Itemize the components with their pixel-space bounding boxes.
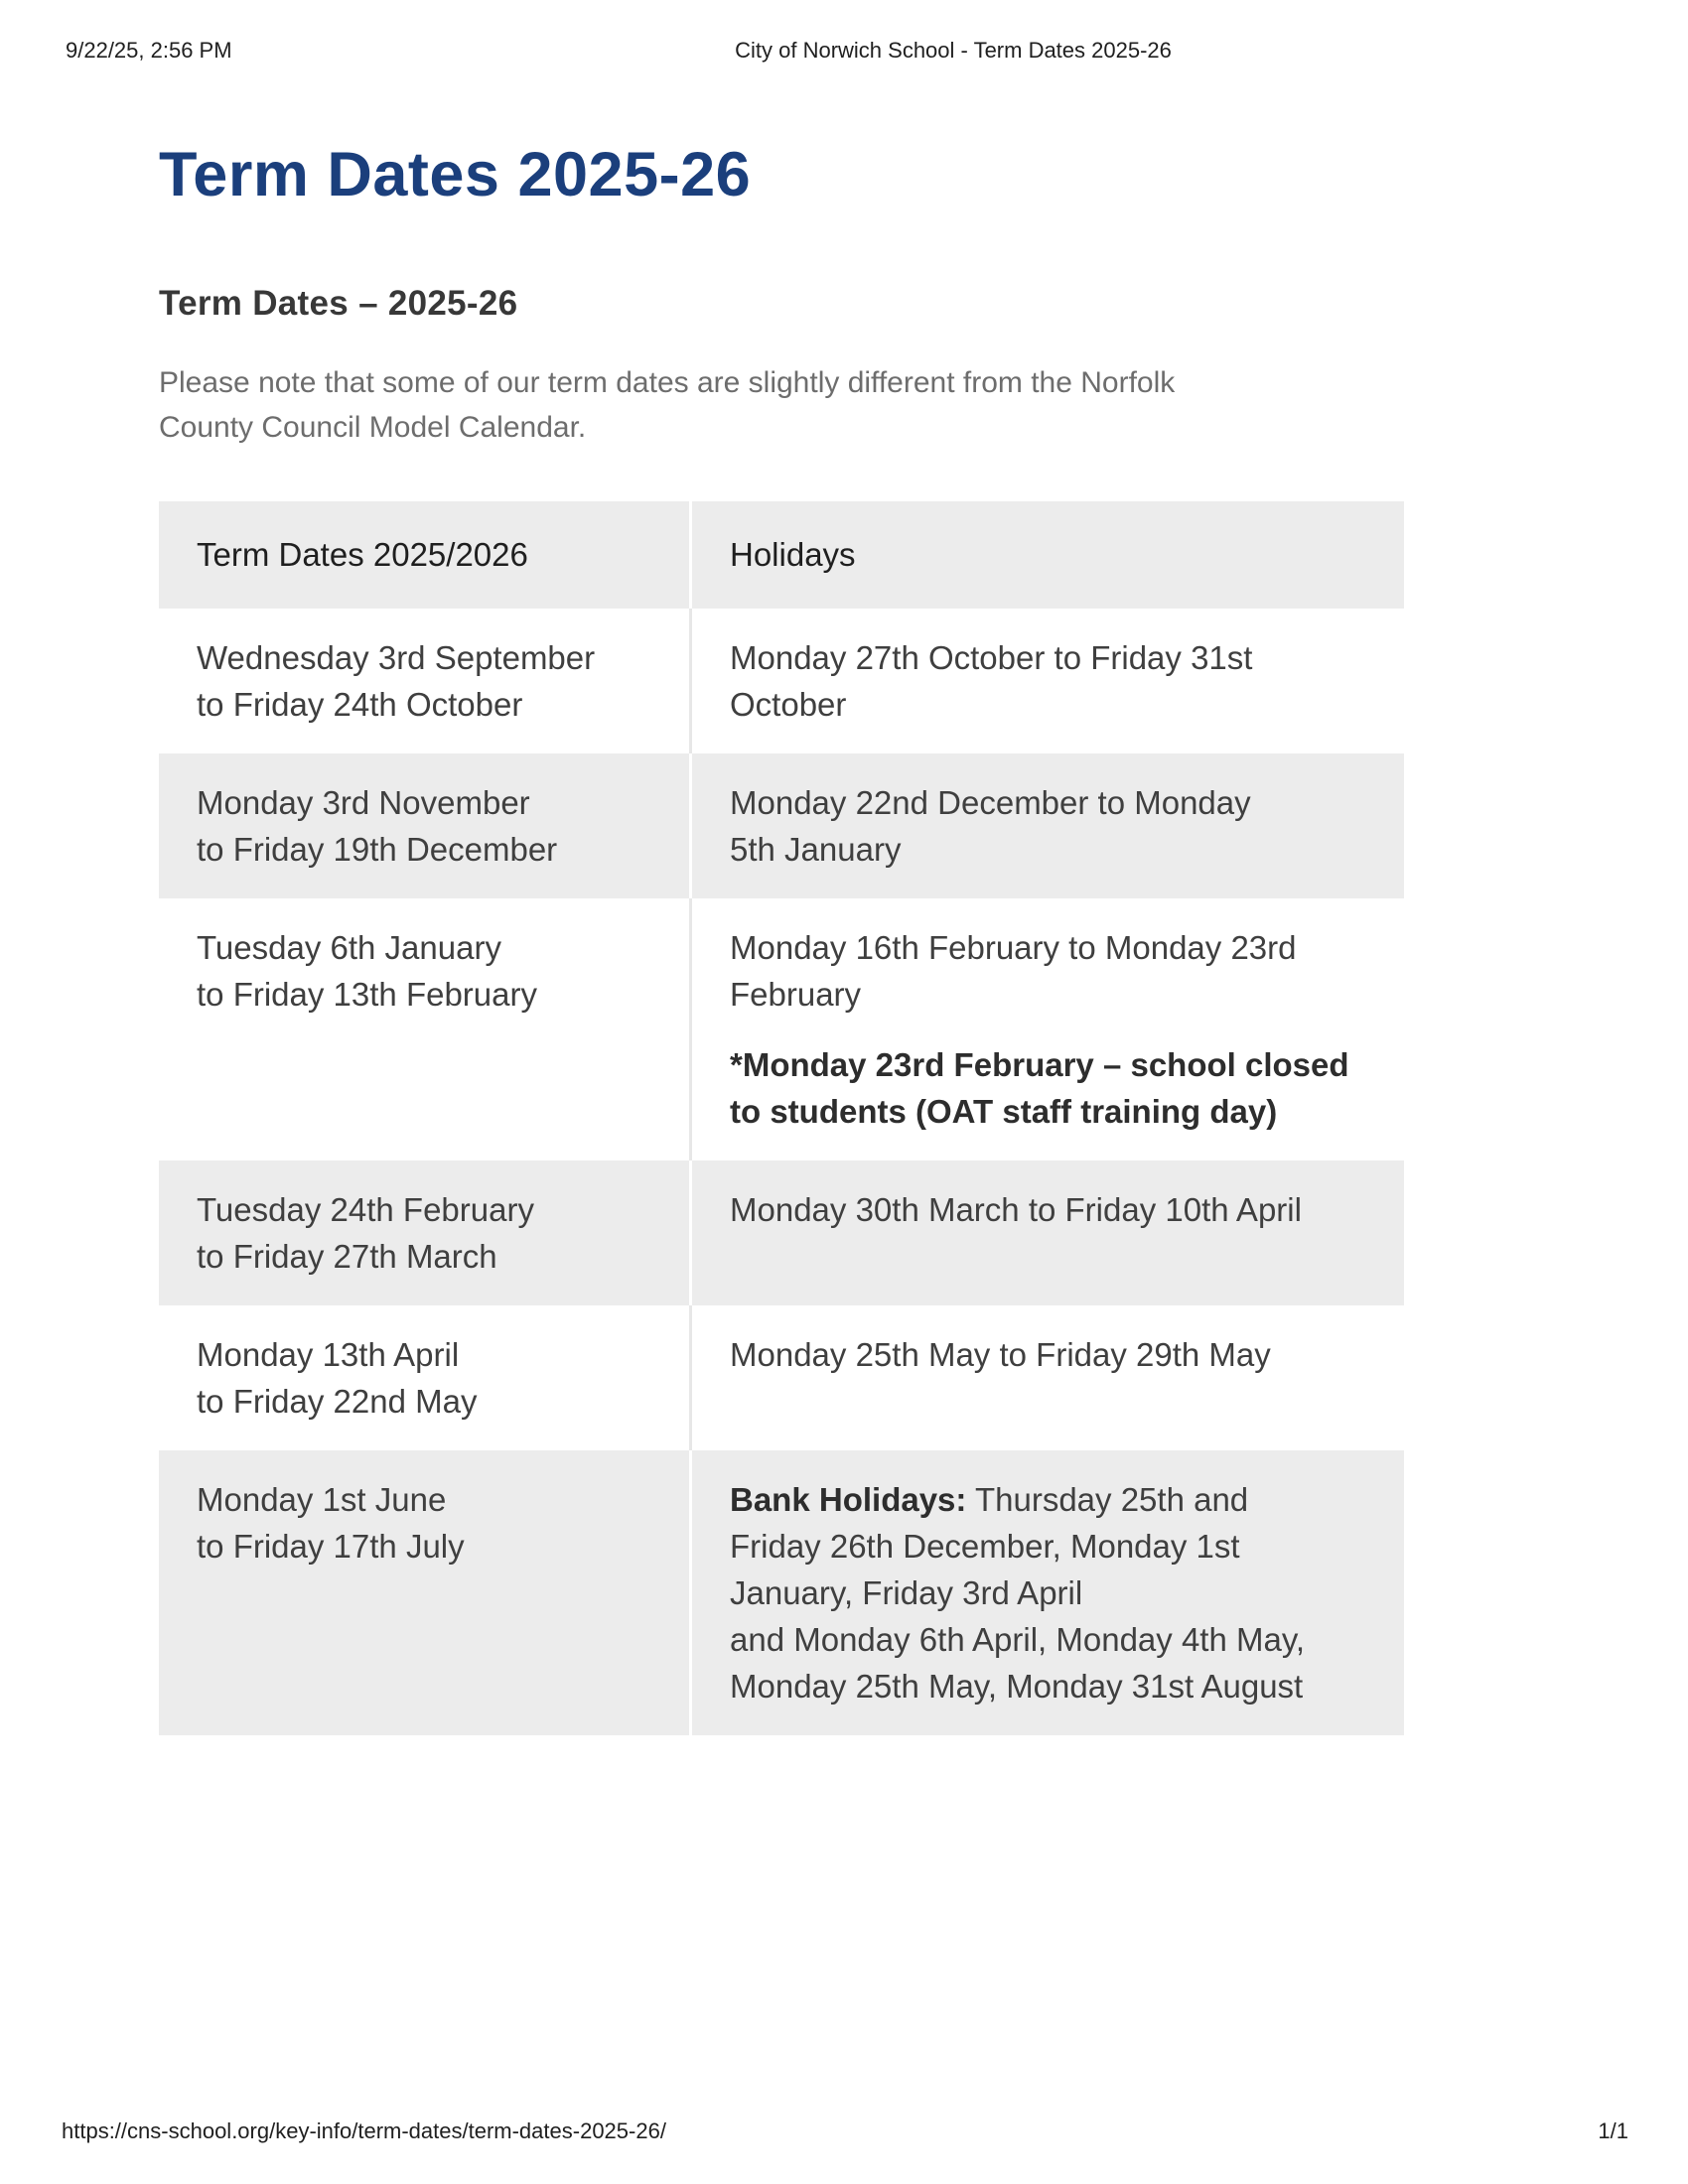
print-title: City of Norwich School - Term Dates 2025-26 (735, 38, 1172, 63)
table-row (159, 1450, 1404, 1735)
school-closed-note: *Monday 23rd February – school closed to students (OAT staff training day) (730, 1046, 1349, 1131)
term-cell: Tuesday 24th February to Friday 27th March (159, 1160, 692, 1305)
print-footer (0, 2118, 1688, 2148)
holiday-cell: Monday 27th October to Friday 31st October (692, 609, 1404, 753)
intro-paragraph: Please note that some of our term dates are slightly different from the Norfolk County Council Model Calendar. (159, 366, 1176, 445)
holiday-cell (692, 898, 1404, 1160)
table-row (159, 1160, 1404, 1305)
bank-holidays-text: Thursday 25th and Friday 26th December, Monday 1st January, Friday 3rd April and Monday 6th April, Monday 4th May, Monday 25th May, Monday 31st August (730, 1481, 1306, 1706)
print-datetime: 9/22/25, 2:56 PM (66, 38, 232, 63)
holiday-text: Monday 16th February to Monday 23rd February (730, 929, 1297, 1014)
holidays-column-header: Holidays (692, 501, 1404, 609)
page-indicator: 1/1 (1598, 2118, 1628, 2143)
table-row (159, 898, 1404, 1160)
bank-holidays-label: Bank Holidays: (730, 1481, 967, 1519)
holiday-cell: Monday 30th March to Friday 10th April (692, 1160, 1404, 1305)
holiday-cell (692, 1450, 1404, 1735)
table-header-row (159, 501, 1404, 609)
term-cell: Tuesday 6th January to Friday 13th February (159, 898, 692, 1160)
page-title: Term Dates 2025-26 (159, 140, 752, 209)
term-cell: Monday 3rd November to Friday 19th December (159, 753, 692, 898)
section-heading: Term Dates – 2025-26 (159, 284, 518, 324)
footer-url: https://cns-school.org/key-info/term-dates/term-dates-2025-26/ (62, 2118, 666, 2143)
term-cell: Monday 1st June to Friday 17th July (159, 1450, 692, 1735)
table-row (159, 753, 1404, 898)
page-content (159, 141, 1404, 1735)
term-dates-table (159, 501, 1404, 1735)
table-row (159, 1305, 1404, 1450)
holiday-cell: Monday 22nd December to Monday 5th January (692, 753, 1404, 898)
term-cell: Monday 13th April to Friday 22nd May (159, 1305, 692, 1450)
table-row (159, 609, 1404, 753)
term-cell: Wednesday 3rd September to Friday 24th October (159, 609, 692, 753)
term-column-header: Term Dates 2025/2026 (159, 501, 692, 609)
holiday-cell: Monday 25th May to Friday 29th May (692, 1305, 1404, 1450)
print-header (0, 38, 1688, 68)
